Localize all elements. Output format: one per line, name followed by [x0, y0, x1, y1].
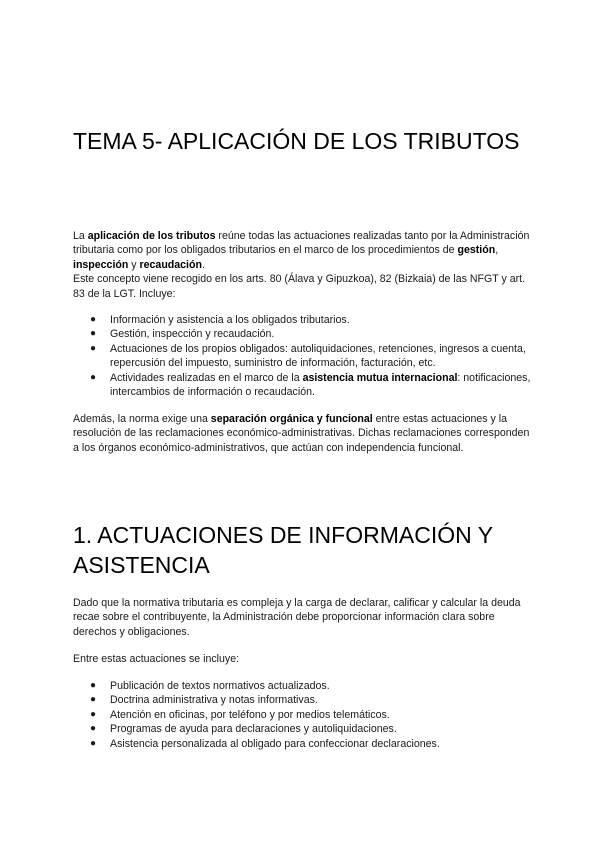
- para2-text-2: entre estas actuaciones y la resolución de las reclamaciones económico-administrativas. Dichas reclamaciones corresponden a los órganos económico-administrativos, que actúan con independencia funcional.: [73, 413, 530, 454]
- list-item-text: Información y asistencia a los obligados tributarios.: [110, 314, 350, 326]
- intro-text-4: y: [128, 258, 140, 271]
- section-title-actuaciones: 1. ACTUACIONES DE INFORMACIÓN Y ASISTENCIA: [73, 522, 493, 578]
- bullet-icon: ●: [90, 708, 97, 720]
- separacion-paragraph: [73, 412, 533, 455]
- bullet-icon: ●: [90, 680, 97, 691]
- list-item-text-end: : notificaciones, intercambios de información o recaudación.: [110, 371, 531, 399]
- list-item-text: Programas de ayuda para declaraciones y autoliquidaciones.: [110, 723, 397, 736]
- para2-bold: separación orgánica y funcional: [210, 413, 373, 425]
- list-item-text: Atención en oficinas, por teléfono y por medios telemáticos.: [110, 708, 390, 721]
- intro-text-1: La: [73, 230, 88, 242]
- list-item: [73, 679, 533, 693]
- bullet-icon: ●: [90, 342, 97, 354]
- section-title-tema5: TEMA 5- APLICACIÓN DE LOS TRIBUTOS: [73, 128, 520, 154]
- intro-line-2: Este concepto viene recogido en los arts. 80 (Álava y Gipuzkoa), 82 (Bizkaia) de las NFGT y art. 83 de la LGT. Incluye:: [73, 273, 526, 300]
- list-item: [73, 327, 533, 341]
- intro-text-5: .: [201, 258, 205, 271]
- bullet-icon: ●: [90, 737, 97, 749]
- normativa-paragraph: Dado que la normativa tributaria es compleja y la carga de declarar, calificar y calcular la deuda recae sobre el contribuyente, la Administración debe proporcionar información clara sobre derechos y obligaciones.: [73, 597, 521, 638]
- list-item-text: Gestión, inspección y recaudación.: [110, 328, 275, 341]
- intro-text-2: reúne todas las actuaciones realizadas tanto por la Administración tributaria como por los obligados tributarios en el marco de los procedimientos de: [73, 230, 530, 257]
- list-item: [73, 693, 533, 707]
- list-actuaciones: [73, 313, 533, 399]
- bullet-icon: ●: [90, 694, 97, 706]
- para2-text-1: Además, la norma exige una: [73, 413, 211, 425]
- list-item-text: Publicación de textos normativos actualizados.: [110, 680, 330, 692]
- list-item: [73, 342, 533, 371]
- list-item: [73, 313, 533, 327]
- list-item-bold: asistencia mutua internacional: [302, 371, 458, 384]
- list-item-text: Actuaciones de los propios obligados: autoliquidaciones, retenciones, ingresos a cuenta, repercusión del impuesto, suministro de información, facturación, etc.: [110, 342, 526, 370]
- entre-paragraph: Entre estas actuaciones se incluye:: [73, 653, 240, 665]
- bullet-icon: ●: [90, 723, 97, 735]
- intro-bold-recaudacion: recaudación: [139, 258, 202, 271]
- intro-paragraph: [73, 229, 533, 301]
- intro-bold-inspeccion: inspección: [73, 258, 129, 271]
- list-item-text: Actividades realizadas en el marco de la: [110, 371, 303, 384]
- intro-bold-aplicacion: aplicación de los tributos: [87, 230, 216, 242]
- list-item: [73, 371, 533, 400]
- intro-bold-gestion: gestión: [457, 244, 496, 257]
- list-item: [73, 708, 533, 722]
- intro-text-3: ,: [495, 244, 499, 257]
- list-item-text: Asistencia personalizada al obligado para confeccionar declaraciones.: [110, 737, 440, 750]
- list-item: [73, 737, 533, 751]
- bullet-icon: ●: [90, 328, 97, 340]
- list-item-text: Doctrina administrativa y notas informativas.: [110, 694, 318, 707]
- list-informacion: [73, 679, 533, 751]
- bullet-icon: ●: [90, 371, 97, 383]
- list-item: [73, 722, 533, 736]
- bullet-icon: ●: [90, 314, 97, 325]
